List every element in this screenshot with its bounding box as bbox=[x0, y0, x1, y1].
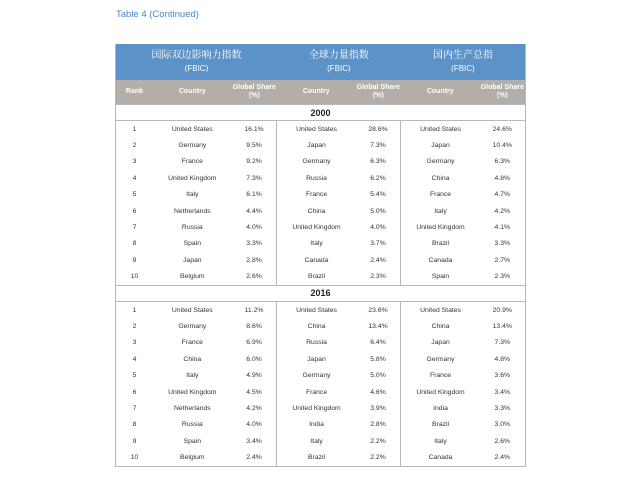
share-cell: 4.0% bbox=[370, 224, 386, 232]
share-cell: 4.1% bbox=[494, 224, 511, 232]
col-header-country: Country bbox=[401, 80, 480, 105]
ranking-table-container bbox=[115, 44, 526, 467]
country-cell: Brazil bbox=[277, 269, 356, 286]
share-cell: 3.0% bbox=[494, 421, 511, 429]
country-cell: Canada bbox=[277, 252, 356, 268]
share-cell: 3.6% bbox=[494, 372, 511, 380]
table-row bbox=[116, 335, 525, 351]
group-title: 全球力量指数 bbox=[308, 50, 369, 61]
table-row bbox=[116, 121, 525, 138]
country-cell: United States bbox=[171, 125, 213, 133]
year-label: 2000 bbox=[116, 105, 525, 121]
country-cell: Italy bbox=[186, 372, 199, 380]
rank-cell: 4 bbox=[132, 355, 137, 363]
group-header-fbic-index bbox=[116, 44, 277, 80]
country-cell: United States bbox=[277, 121, 356, 138]
rank-cell: 2 bbox=[132, 142, 137, 150]
share-cell: 3.4% bbox=[494, 388, 511, 396]
share-cell: 2.3% bbox=[494, 273, 511, 281]
share-cell: 2.4% bbox=[246, 454, 262, 462]
country-cell: China bbox=[277, 318, 356, 334]
share-cell: 3.3% bbox=[246, 240, 262, 248]
rank-cell: 8 bbox=[132, 240, 137, 248]
share-cell: 8.6% bbox=[246, 322, 262, 330]
group-title: 国内生产总指 bbox=[432, 50, 493, 61]
country-cell: Italy bbox=[186, 191, 199, 199]
share-cell: 2.7% bbox=[494, 256, 511, 264]
col-header-country: Country bbox=[277, 80, 356, 105]
rank-cell: 10 bbox=[130, 454, 139, 462]
share-cell: 4.4% bbox=[246, 207, 262, 215]
share-cell: 3.3% bbox=[494, 404, 511, 412]
share-cell: 9.2% bbox=[246, 158, 262, 166]
rank-cell: 6 bbox=[132, 207, 137, 215]
country-cell: United States bbox=[401, 121, 480, 138]
rank-cell: 9 bbox=[132, 256, 137, 264]
country-cell: Netherlands bbox=[173, 207, 211, 215]
share-cell: 3.3% bbox=[494, 240, 511, 248]
share-cell: 4.0% bbox=[246, 224, 262, 232]
rank-cell: 7 bbox=[132, 404, 137, 412]
table-row bbox=[116, 170, 525, 186]
country-cell: France bbox=[181, 158, 203, 166]
country-cell: Spain bbox=[183, 240, 201, 248]
col-header-rank: Rank bbox=[116, 80, 153, 105]
year-section-row bbox=[116, 285, 525, 301]
share-cell: 10.4% bbox=[492, 142, 512, 150]
col-header-global-share: Global Share (%) bbox=[232, 80, 277, 105]
table-row bbox=[116, 318, 525, 334]
share-cell: 4.8% bbox=[494, 174, 511, 182]
table-row bbox=[116, 203, 525, 219]
group-header-row bbox=[116, 44, 525, 80]
share-cell: 5.0% bbox=[370, 372, 386, 380]
country-cell: United Kingdom bbox=[168, 174, 217, 182]
rank-cell: 3 bbox=[132, 158, 137, 166]
country-cell: United Kingdom bbox=[401, 384, 480, 400]
share-cell: 2.8% bbox=[370, 421, 386, 429]
country-cell: Germany bbox=[277, 154, 356, 170]
share-cell: 4.7% bbox=[494, 191, 511, 199]
table-row bbox=[116, 400, 525, 416]
share-cell: 5.8% bbox=[370, 355, 386, 363]
share-cell: 20.9% bbox=[492, 306, 512, 314]
rank-cell: 5 bbox=[132, 191, 137, 199]
share-cell: 2.3% bbox=[370, 273, 386, 281]
share-cell: 4.9% bbox=[246, 372, 262, 380]
share-cell: 5.4% bbox=[370, 191, 386, 199]
country-cell: France bbox=[401, 187, 480, 203]
country-cell: Germany bbox=[277, 367, 356, 383]
share-cell: 16.1% bbox=[244, 125, 264, 133]
column-header-row bbox=[116, 80, 525, 105]
table-row bbox=[116, 367, 525, 383]
share-cell: 13.4% bbox=[368, 322, 388, 330]
group-title: 国际双边影响力指数 bbox=[151, 50, 242, 61]
table-row bbox=[116, 417, 525, 433]
rank-cell: 7 bbox=[132, 224, 137, 232]
rank-cell: 1 bbox=[132, 306, 137, 314]
country-cell: France bbox=[181, 339, 203, 347]
table-row bbox=[116, 384, 525, 400]
share-cell: 3.7% bbox=[370, 240, 386, 248]
share-cell: 2.2% bbox=[370, 437, 386, 445]
table-row bbox=[116, 154, 525, 170]
share-cell: 6.3% bbox=[370, 158, 386, 166]
share-cell: 2.6% bbox=[246, 273, 262, 281]
share-cell: 4.6% bbox=[370, 388, 386, 396]
share-cell: 4.8% bbox=[494, 355, 511, 363]
rank-cell: 1 bbox=[132, 125, 137, 133]
country-cell: Germany bbox=[178, 142, 207, 150]
table-row bbox=[116, 236, 525, 252]
country-cell: China bbox=[183, 355, 202, 363]
share-cell: 6.1% bbox=[246, 191, 262, 199]
group-subtitle: (FBIC) bbox=[184, 64, 209, 73]
country-cell: United Kingdom bbox=[277, 400, 356, 416]
share-cell: 7.3% bbox=[494, 339, 511, 347]
country-cell: Belgium bbox=[180, 454, 205, 462]
country-cell: Italy bbox=[277, 433, 356, 449]
share-cell: 4.0% bbox=[246, 421, 262, 429]
country-cell: China bbox=[401, 318, 480, 334]
year-label: 2016 bbox=[116, 285, 525, 301]
rank-cell: 4 bbox=[132, 174, 137, 182]
rank-cell: 8 bbox=[132, 421, 137, 429]
share-cell: 28.6% bbox=[368, 125, 388, 133]
group-subtitle: (FBIC) bbox=[327, 64, 351, 73]
country-cell: United States bbox=[171, 306, 213, 314]
country-cell: Japan bbox=[401, 137, 480, 153]
col-header-global-share: Global Share (%) bbox=[480, 80, 525, 105]
share-cell: 3.9% bbox=[370, 404, 386, 412]
country-cell: United Kingdom bbox=[401, 219, 480, 235]
share-cell: 6.0% bbox=[246, 355, 262, 363]
rank-cell: 3 bbox=[132, 339, 137, 347]
share-cell: 2.4% bbox=[494, 454, 511, 462]
share-cell: 7.3% bbox=[370, 142, 386, 150]
table-body bbox=[116, 105, 525, 466]
country-cell: Germany bbox=[401, 154, 480, 170]
country-cell: United States bbox=[401, 301, 480, 318]
share-cell: 2.8% bbox=[246, 256, 262, 264]
country-cell: Japan bbox=[183, 256, 202, 264]
country-cell: Spain bbox=[183, 437, 201, 445]
share-cell: 4.5% bbox=[246, 388, 262, 396]
share-cell: 4.2% bbox=[494, 207, 511, 215]
share-cell: 11.2% bbox=[244, 306, 264, 314]
rank-cell: 9 bbox=[132, 437, 137, 445]
country-cell: Canada bbox=[401, 449, 480, 465]
share-cell: 6.2% bbox=[370, 174, 386, 182]
country-cell: Germany bbox=[178, 322, 207, 330]
share-cell: 2.6% bbox=[494, 437, 511, 445]
table-row bbox=[116, 187, 525, 203]
rank-cell: 6 bbox=[132, 388, 137, 396]
country-cell: India bbox=[401, 400, 480, 416]
rank-cell: 5 bbox=[132, 372, 137, 380]
country-cell: Japan bbox=[277, 351, 356, 367]
share-cell: 6.9% bbox=[246, 339, 262, 347]
country-cell: France bbox=[277, 384, 356, 400]
share-cell: 6.3% bbox=[494, 158, 511, 166]
table-row bbox=[116, 137, 525, 153]
country-cell: China bbox=[277, 203, 356, 219]
country-cell: Netherlands bbox=[173, 404, 211, 412]
share-cell: 4.2% bbox=[246, 404, 262, 412]
country-cell: France bbox=[401, 367, 480, 383]
table-row bbox=[116, 351, 525, 367]
table-row bbox=[116, 269, 525, 286]
share-cell: 3.4% bbox=[246, 437, 262, 445]
country-cell: Brazil bbox=[401, 236, 480, 252]
country-cell: Canada bbox=[401, 252, 480, 268]
country-cell: United States bbox=[277, 301, 356, 318]
country-cell: United Kingdom bbox=[277, 219, 356, 235]
country-cell: Brazil bbox=[277, 449, 356, 465]
share-cell: 7.3% bbox=[246, 174, 262, 182]
country-cell: France bbox=[277, 187, 356, 203]
share-cell: 5.0% bbox=[370, 207, 386, 215]
table-row bbox=[116, 252, 525, 268]
col-header-global-share: Global Share (%) bbox=[356, 80, 401, 105]
country-cell: China bbox=[401, 170, 480, 186]
share-cell: 23.6% bbox=[368, 306, 388, 314]
country-cell: Spain bbox=[401, 269, 480, 286]
table-row bbox=[116, 301, 525, 318]
share-cell: 9.5% bbox=[246, 142, 262, 150]
share-cell: 13.4% bbox=[492, 322, 512, 330]
share-cell: 2.4% bbox=[370, 256, 386, 264]
year-section-row bbox=[116, 105, 525, 121]
country-cell: Germany bbox=[401, 351, 480, 367]
country-cell: Russia bbox=[277, 335, 356, 351]
rank-cell: 10 bbox=[130, 273, 139, 281]
share-cell: 24.6% bbox=[492, 125, 512, 133]
country-cell: Russia bbox=[181, 421, 203, 429]
table-row bbox=[116, 449, 525, 465]
country-cell: Belgium bbox=[180, 273, 205, 281]
country-cell: Japan bbox=[401, 335, 480, 351]
group-header-gdp bbox=[401, 44, 525, 80]
ranking-table bbox=[116, 44, 525, 466]
group-subtitle: (FBIC) bbox=[451, 64, 475, 73]
country-cell: Italy bbox=[277, 236, 356, 252]
country-cell: Italy bbox=[401, 203, 480, 219]
col-header-country: Country bbox=[153, 80, 232, 105]
country-cell: Russia bbox=[277, 170, 356, 186]
country-cell: Japan bbox=[277, 137, 356, 153]
share-cell: 6.4% bbox=[370, 339, 386, 347]
table-caption: Table 4 (Continued) bbox=[116, 9, 199, 20]
country-cell: United Kingdom bbox=[168, 388, 217, 396]
table-row bbox=[116, 433, 525, 449]
table-row bbox=[116, 219, 525, 235]
rank-cell: 2 bbox=[132, 322, 137, 330]
share-cell: 2.2% bbox=[370, 454, 386, 462]
group-header-global-power bbox=[277, 44, 401, 80]
country-cell: Russia bbox=[181, 224, 203, 232]
country-cell: India bbox=[277, 417, 356, 433]
country-cell: Brazil bbox=[401, 417, 480, 433]
country-cell: Italy bbox=[401, 433, 480, 449]
